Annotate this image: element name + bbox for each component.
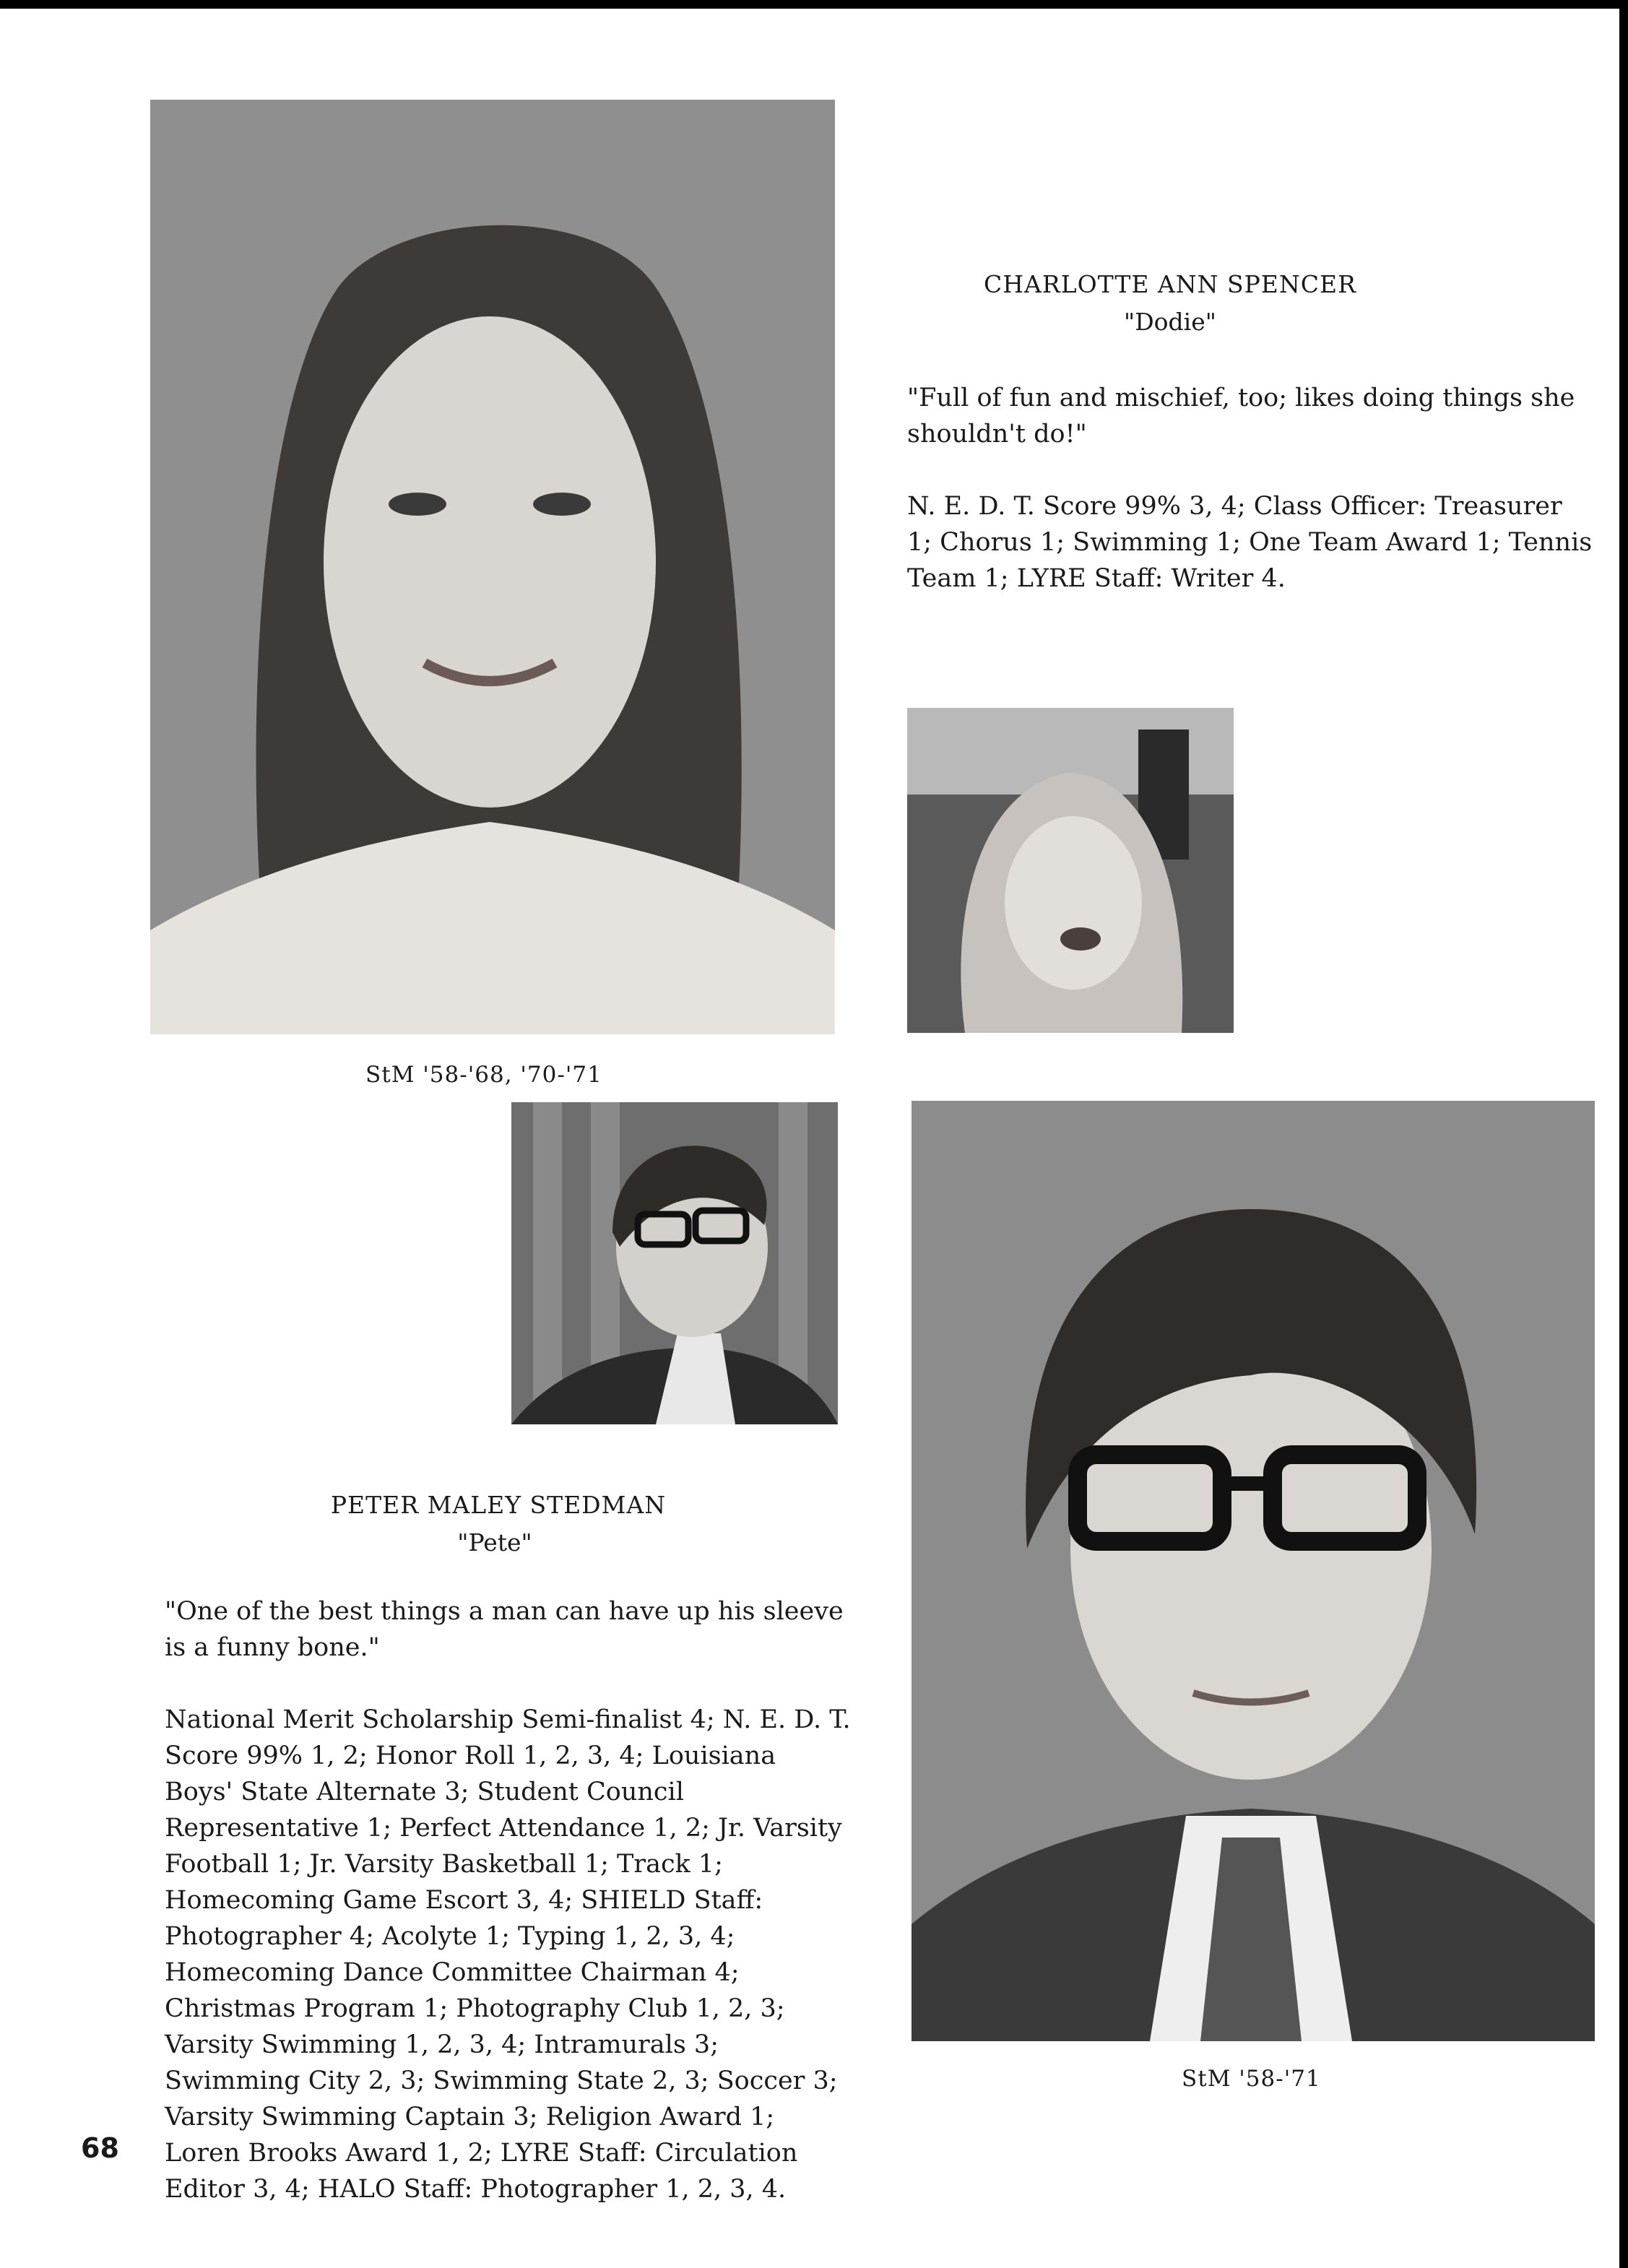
page-top-border: [0, 0, 1628, 9]
page-number: 68: [81, 2132, 119, 2164]
page-right-border: [1619, 0, 1628, 2268]
spencer-portrait-photo: [150, 100, 835, 1034]
student-1-nickname: "Dodie": [1124, 308, 1216, 336]
student-2-quote: "One of the best things a man can have up his sleeve is a funny bone.": [165, 1597, 844, 1662]
student-2-years: StM '58-'71: [1182, 2066, 1321, 2092]
student-1-quote: "Full of fun and mischief, too; likes doing things she shouldn't do!": [907, 384, 1575, 449]
student-2-nickname: "Pete": [457, 1528, 532, 1557]
stedman-candid-photo: [511, 1102, 838, 1424]
student-1-years: StM '58-'68, '70-'71: [365, 1062, 602, 1088]
spencer-candid-photo: [907, 708, 1234, 1033]
stedman-portrait-photo: [912, 1101, 1595, 2041]
student-2-name: PETER MALEY STEDMAN: [330, 1491, 667, 1519]
student-1-activities: N. E. D. T. Score 99% 3, 4; Class Officer: Treasurer 1; Chorus 1; Swimming 1; One Team Award 1; Tennis Team 1; LYRE Staff: Writer 4.: [907, 492, 1593, 593]
student-2-activities: National Merit Scholarship Semi-finalist 4; N. E. D. T. Score 99% 1, 2; Honor Roll 1, 2, 3, 4; Louisiana Boys' State Alternate 3; Student Council Representative 1; Perfect Attendance 1, 2; Jr. Varsity Football 1; Jr. Varsity Basketball 1; Track 1; Homecoming Game Escort 3, 4; SHIELD Staff: Photographer 4; Acolyte 1; Typing 1, 2, 3, 4; Homecoming Dance Committee Chairman 4; Christmas Program 1; Photography Club 1, 2, 3; Varsity Swimming 1, 2, 3, 4; Intramurals 3; Swimming City 2, 3; Swimming State 2, 3; Soccer 3; Varsity Swimming Captain 3; Religion Award 1; Loren Brooks Award 1, 2; LYRE Staff: Circulation Editor 3, 4; HALO Staff: Photographer 1, 2, 3, 4.: [165, 1705, 851, 2204]
student-1-name: CHARLOTTE ANN SPENCER: [984, 270, 1356, 298]
